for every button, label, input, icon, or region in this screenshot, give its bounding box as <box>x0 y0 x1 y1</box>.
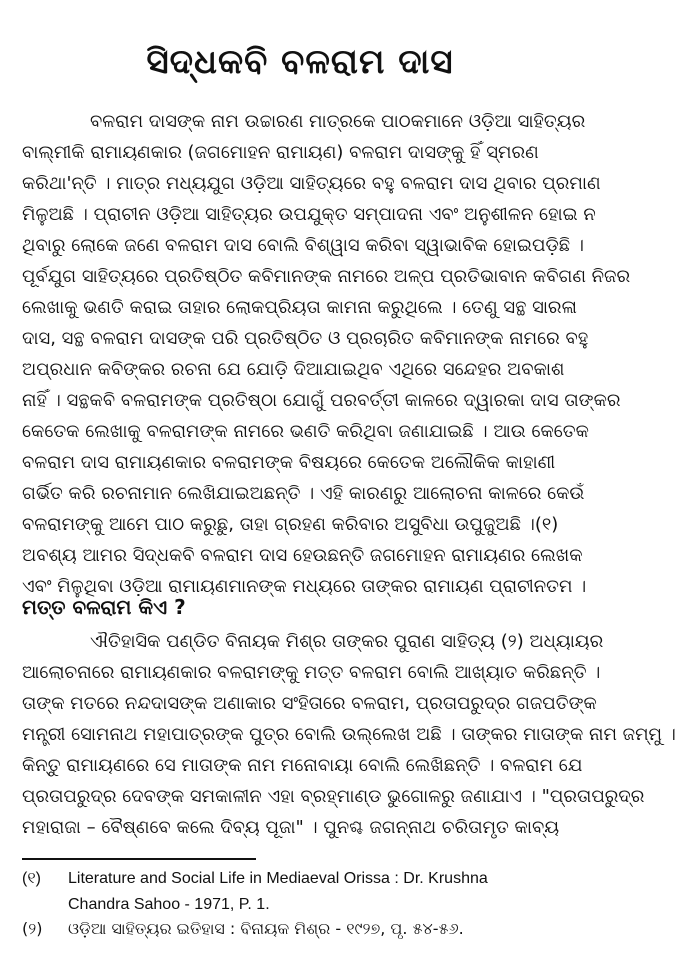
footnote-line: Literature and Social Life in Mediaeval Orissa : Dr. Krushna <box>68 870 488 887</box>
footnote-2 <box>22 916 588 942</box>
footnote-line: ଓଡ଼ିଆ ସାହିତ୍ୟର ଇତିହାସ : ବିନାୟକ ମିଶ୍ର - ୧୯୨୭, ପୃ. ୫୪-୫୬. <box>68 919 464 938</box>
text-line: ଆଲୋଚନାରେ ରାମାୟଣକାର ବଳରାମଙ୍କୁ ମତ୍ତ ବଳରାମ ବୋଲି ଆଖ୍ୟାତ କରିଛନ୍ତି । <box>22 662 601 683</box>
text-line: ଥିବାରୁ ଲୋକେ ଜଣେ ବଳରାମ ଦାସ ବୋଲି ବିଶ୍ୱାସ କରିବା ସ୍ୱାଭାବିକ ହୋଇପଡ଼ିଛି । <box>22 235 585 256</box>
text-line: ଲେଖାକୁ ଭଣତି କରାଇ ତାହାର ଲୋକପ୍ରିୟତା କାମନା କରୁଥିଲେ । ତେଣୁ ସନ୍ଥ ସାରଳା <box>22 297 577 318</box>
text-line: ବଳରାମଙ୍କୁ ଆମେ ପାଠ କରୁଛୁ, ତାହା ଗ୍ରହଣ କରିବାର ଅସୁବିଧା ଉପୁଜୁଅଛି ।(୧) <box>22 514 559 535</box>
text-line: କେତେକ ଲେଖାକୁ ବଳରାମଙ୍କ ନାମରେ ଭଣତି କରିଥିବା ଜଣାଯାଇଛି । ଆଉ କେତେକ <box>22 421 589 442</box>
text-line: ମନ୍ତ୍ରୀ ସୋମନାଥ ମହାପାତ୍ରଙ୍କ ପୁତ୍ର ବୋଲି ଉଲ୍ଲେଖ ଅଛି । ତାଙ୍କର ମାତାଙ୍କ ନାମ ଜମ୍ମୁ । <box>22 724 676 745</box>
paragraph-intro <box>22 106 631 602</box>
text-line: କିନ୍ତୁ ରାମାୟଣରେ ସେ ମାତାଙ୍କ ନାମ ମନୋବାୟା ବୋଲି ଲେଖିଛନ୍ତି । ବଳରାମ ଯେ <box>22 755 583 776</box>
text-line: ବଳରାମ ଦାସ ରାମାୟଣକାର ବଳରାମଙ୍କ ବିଷୟରେ କେତେକ ଅଲୌକିକ କାହାଣୀ <box>22 452 556 473</box>
footnote-divider <box>22 858 256 860</box>
text-line: ନାହିଁ । ସନ୍ଥକବି ବଳରାମଙ୍କ ପ୍ରତିଷ୍ଠା ଯୋଗୁଁ ପରବର୍ତ୍ତୀ କାଳରେ ଦ୍ୱାରକା ଦାସ ତାଙ୍କର <box>22 390 621 411</box>
text-line: ଅପ୍ରଧାନ କବିଙ୍କର ରଚନା ଯେ ଯୋଡ଼ି ଦିଆଯାଇଥିବ ଏଥିରେ ସନ୍ଦେହର ଅବକାଶ <box>22 359 565 380</box>
text-line: ଐତିହାସିକ ପଣ୍ଡିତ ବିନାୟକ ମିଶ୍ର ତାଙ୍କର ପୁରାଣ ସାହିତ୍ୟ (୨) ଅଧ୍ୟାୟର <box>90 631 604 652</box>
text-line: କରିଥା'ନ୍ତି । ମାତ୍ର ମଧ୍ୟଯୁଗ ଓଡ଼ିଆ ସାହିତ୍ୟରେ ବହୁ ବଳରାମ ଦାସ ଥିବାର ପ୍ରମାଣ <box>22 173 601 194</box>
text-line: ବାଲ୍ମୀକି ରାମାୟଣକାର (ଜଗମୋହନ ରାମାୟଣ) ବଳରାମ ଦାସଙ୍କୁ ହିଁ ସ୍ମରଣ <box>22 142 539 163</box>
footnote-number: (୨) <box>22 919 43 938</box>
text-line: ମିଳୁଅଛି । ପ୍ରାଚୀନ ଓଡ଼ିଆ ସାହିତ୍ୟର ଉପଯୁକ୍ତ ସମ୍ପାଦନା ଏବଂ ଅନୁଶୀଳନ ହୋଇ ନ <box>22 204 596 225</box>
footnote-1 <box>22 866 588 918</box>
text-line: ବଳରାମ ଦାସଙ୍କ ନାମ ଉଚ୍ଚାରଣ ମାତ୍ରକେ ପାଠକମାନେ ଓଡ଼ିଆ ସାହିତ୍ୟର <box>90 111 586 132</box>
paragraph-section <box>22 626 676 843</box>
page-title: ସିଦ୍ଧକବି ବଳରାମ ଦାସ <box>146 42 454 82</box>
footnote-number: (୧) <box>22 870 41 887</box>
text-line: ଗର୍ଭିତ କରି ରଚନାମାନ ଲେଖିଯାଇଅଛନ୍ତି । ଏହି କାରଣରୁ ଆଲୋଚନା କାଳରେ କେଉଁ <box>22 483 585 504</box>
text-line: ଅବଶ୍ୟ ଆମର ସିଦ୍ଧକବି ବଳରାମ ଦାସ ହେଉଛନ୍ତି ଜଗମୋହନ ରାମାୟଣର ଲେଖକ <box>22 545 583 566</box>
text-line: ଦାସ, ସନ୍ଥ ବଳରାମ ଦାସଙ୍କ ପରି ପ୍ରତିଷ୍ଠିତ ଓ ପ୍ରଚାରିତ କବିମାନଙ୍କ ନାମରେ ବହୁ <box>22 328 589 349</box>
text-line: ଏବଂ ମିଳୁଥିବା ଓଡ଼ିଆ ରାମାୟଣମାନଙ୍କ ମଧ୍ୟରେ ତାଙ୍କର ରାମାୟଣ ପ୍ରାଚୀନତମ । <box>22 576 587 597</box>
section-heading: ମତ୍ତ ବଳରାମ କିଏ ? <box>22 595 186 619</box>
text-line: ପ୍ରତାପରୁଦ୍ର ଦେବଙ୍କ ସମକାଳୀନ ଏହା ବ୍ରହ୍ମାଣ୍ଡ ଭୁଗୋଳରୁ ଜଣାଯାଏ । "ପ୍ରତାପରୁଦ୍ର <box>22 786 645 807</box>
text-line: ତାଙ୍କ ମତରେ ନନ୍ଦଦାସଙ୍କ ଅଣାକାର ସଂହିତାରେ ବଳରାମ, ପ୍ରତାପରୁଦ୍ର ଗଜପତିଙ୍କ <box>22 693 597 714</box>
footnote-line: Chandra Sahoo - 1971, P. 1. <box>68 896 270 913</box>
text-line: ମହାରାଜା – ବୈଷ୍ଣବେ କଲେ ଦିବ୍ୟ ପୂଜା" । ପୁନଶ୍ଚ ଜଗନ୍ନାଥ ଚରିତାମୃତ କାବ୍ୟ <box>22 817 560 838</box>
text-line: ପୂର୍ବଯୁଗ ସାହିତ୍ୟରେ ପ୍ରତିଷ୍ଠିତ କବିମାନଙ୍କ ନାମରେ ଅଳ୍ପ ପ୍ରତିଭାବାନ କବିଗଣ ନିଜର <box>22 266 631 287</box>
